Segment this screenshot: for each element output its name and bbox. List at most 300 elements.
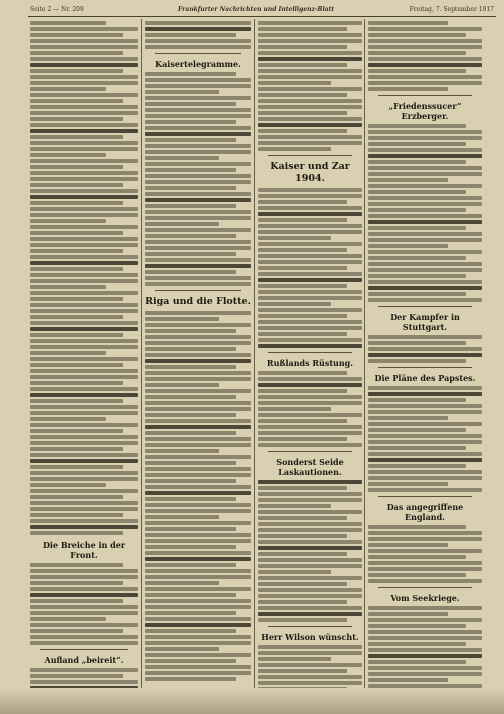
article-text xyxy=(258,371,362,447)
text-line xyxy=(145,246,251,250)
text-line xyxy=(145,84,251,88)
text-line xyxy=(30,219,106,223)
text-line xyxy=(30,411,138,415)
text-line xyxy=(30,441,138,445)
text-line xyxy=(258,200,347,204)
text-line xyxy=(258,528,362,532)
text-line xyxy=(145,132,251,136)
article-text xyxy=(368,124,482,302)
text-line xyxy=(258,290,362,294)
text-line xyxy=(368,27,482,31)
text-line xyxy=(145,521,251,525)
text-line xyxy=(258,75,362,79)
text-line xyxy=(145,629,236,633)
text-line xyxy=(368,392,482,396)
article-text xyxy=(145,72,251,286)
text-line xyxy=(368,262,482,266)
text-line xyxy=(258,206,362,210)
text-line xyxy=(30,587,138,591)
text-line xyxy=(145,72,236,76)
article-separator xyxy=(378,587,472,588)
text-line xyxy=(30,435,138,439)
text-line xyxy=(145,383,219,387)
text-line xyxy=(145,593,236,597)
text-line xyxy=(30,147,138,151)
text-line xyxy=(368,464,466,468)
text-line xyxy=(258,570,331,574)
text-line xyxy=(145,545,236,549)
text-line xyxy=(145,599,251,603)
text-line xyxy=(368,428,466,432)
text-line xyxy=(145,617,251,621)
text-line xyxy=(30,513,123,517)
text-line xyxy=(30,447,123,451)
text-line xyxy=(368,666,482,670)
text-line xyxy=(368,452,482,456)
text-line xyxy=(145,204,236,208)
text-line xyxy=(30,123,138,127)
text-line xyxy=(30,129,138,133)
text-line xyxy=(145,347,236,351)
text-line xyxy=(145,665,251,669)
text-line xyxy=(258,492,362,496)
page-bottom-edge xyxy=(0,688,504,714)
text-line xyxy=(258,425,362,429)
text-line xyxy=(30,291,138,295)
text-line xyxy=(258,81,331,85)
article-separator xyxy=(378,496,472,497)
text-line xyxy=(368,440,482,444)
text-line xyxy=(30,563,123,567)
article-headline: Die Pläne des Papstes. xyxy=(374,373,476,383)
text-line xyxy=(30,641,138,645)
text-line xyxy=(258,383,362,387)
text-line xyxy=(30,623,138,627)
article-separator xyxy=(268,451,352,452)
text-line xyxy=(258,675,362,679)
text-line xyxy=(145,264,251,268)
article-text xyxy=(258,480,362,622)
text-line xyxy=(368,274,466,278)
text-line xyxy=(30,249,123,253)
text-line xyxy=(145,611,236,615)
text-line xyxy=(368,618,482,622)
article-separator xyxy=(378,367,472,368)
text-line xyxy=(145,276,251,280)
text-line xyxy=(258,302,331,306)
text-line xyxy=(368,561,482,565)
text-line xyxy=(258,437,347,441)
text-line xyxy=(145,45,251,49)
article-headline: Kaiser und Zar 1904. xyxy=(270,161,350,184)
text-line xyxy=(30,45,138,49)
text-line xyxy=(30,297,123,301)
text-line xyxy=(368,335,482,339)
article-text xyxy=(368,21,482,91)
article-separator xyxy=(155,53,241,54)
text-line xyxy=(368,573,466,577)
text-line xyxy=(145,27,251,31)
column-4 xyxy=(368,19,482,709)
text-line xyxy=(258,419,347,423)
article-text xyxy=(30,21,138,535)
text-line xyxy=(30,471,138,475)
text-line xyxy=(30,81,138,85)
text-line xyxy=(30,105,138,109)
text-line xyxy=(30,417,106,421)
text-line xyxy=(30,153,106,157)
text-line xyxy=(258,111,347,115)
text-line xyxy=(368,268,482,272)
text-line xyxy=(145,138,236,142)
text-line xyxy=(368,446,466,450)
text-line xyxy=(258,371,347,375)
text-line xyxy=(145,311,251,315)
text-line xyxy=(30,381,123,385)
text-line xyxy=(145,653,251,657)
text-line xyxy=(368,256,466,260)
text-line xyxy=(30,465,123,469)
text-line xyxy=(258,522,362,526)
text-line xyxy=(30,453,138,457)
text-line xyxy=(30,333,123,337)
text-line xyxy=(30,243,138,247)
text-line xyxy=(30,680,138,684)
text-line xyxy=(145,419,251,423)
text-line xyxy=(30,33,123,37)
text-line xyxy=(368,398,466,402)
text-line xyxy=(30,525,138,529)
text-line xyxy=(368,488,482,492)
text-line xyxy=(145,180,251,184)
text-line xyxy=(368,654,482,658)
text-line xyxy=(30,617,106,621)
text-line xyxy=(30,75,138,79)
column-rule xyxy=(254,19,255,709)
article-text xyxy=(368,335,482,363)
text-line xyxy=(258,651,362,655)
text-line xyxy=(145,162,251,166)
text-line xyxy=(30,171,138,175)
text-line xyxy=(145,371,251,375)
text-line xyxy=(258,332,347,336)
text-line xyxy=(368,404,482,408)
text-line xyxy=(145,575,251,579)
article-headline: Herr Wilson wünscht. xyxy=(261,632,359,642)
text-line xyxy=(145,623,251,627)
text-line xyxy=(368,154,482,158)
page-number: Seite 2 — Nr. 209 xyxy=(30,6,84,13)
text-line xyxy=(258,389,347,393)
text-line xyxy=(368,531,482,535)
text-line xyxy=(145,156,219,160)
text-line xyxy=(258,105,362,109)
text-line xyxy=(30,237,138,241)
text-line xyxy=(30,477,138,481)
text-line xyxy=(368,678,448,682)
text-line xyxy=(258,594,362,598)
text-line xyxy=(30,351,106,355)
text-line xyxy=(258,296,362,300)
text-line xyxy=(258,45,347,49)
text-line xyxy=(145,90,219,94)
text-line xyxy=(30,309,138,313)
text-line xyxy=(145,270,236,274)
text-line xyxy=(258,669,347,673)
text-line xyxy=(368,470,482,474)
text-line xyxy=(258,188,362,192)
article-separator xyxy=(40,649,128,650)
masthead xyxy=(28,4,496,17)
text-line xyxy=(145,473,251,477)
text-line xyxy=(145,455,251,459)
text-line xyxy=(368,298,482,302)
text-line xyxy=(368,624,466,628)
text-line xyxy=(368,172,482,176)
text-line xyxy=(258,582,347,586)
text-line xyxy=(258,218,347,222)
article-text xyxy=(145,21,251,49)
text-line xyxy=(30,69,123,73)
text-line xyxy=(30,519,138,523)
text-line xyxy=(258,540,362,544)
text-line xyxy=(258,564,362,568)
text-line xyxy=(368,292,466,296)
text-line xyxy=(30,111,138,115)
text-line xyxy=(258,600,347,604)
text-line xyxy=(145,282,251,286)
column-3 xyxy=(258,19,362,709)
article-headline: Der Kampfer in Stuttgart. xyxy=(390,312,460,332)
text-line xyxy=(368,160,466,164)
text-line xyxy=(145,413,236,417)
text-line xyxy=(258,284,347,288)
text-line xyxy=(145,539,251,543)
text-line xyxy=(258,129,347,133)
text-line xyxy=(258,123,362,127)
text-line xyxy=(368,630,482,634)
text-line xyxy=(258,248,347,252)
text-line xyxy=(368,341,466,345)
text-line xyxy=(145,210,251,214)
text-line xyxy=(258,663,362,667)
text-line xyxy=(368,202,482,206)
text-line xyxy=(145,497,236,501)
text-line xyxy=(368,238,482,242)
text-line xyxy=(258,657,331,661)
text-line xyxy=(258,681,362,685)
article-text xyxy=(368,386,482,492)
text-line xyxy=(145,389,251,393)
text-line xyxy=(30,273,138,277)
text-line xyxy=(368,148,482,152)
text-line xyxy=(258,93,347,97)
text-line xyxy=(368,422,482,426)
text-line xyxy=(145,359,251,363)
text-line xyxy=(368,359,466,363)
text-line xyxy=(258,272,362,276)
text-line xyxy=(30,207,138,211)
text-line xyxy=(368,660,466,664)
text-line xyxy=(368,612,448,616)
text-line xyxy=(368,543,448,547)
text-line xyxy=(30,593,138,597)
text-line xyxy=(145,605,251,609)
text-line xyxy=(368,636,482,640)
newspaper-title: Frankfurter Nachrichten und Intelligenz-Blatt xyxy=(178,6,335,13)
text-line xyxy=(145,659,236,663)
text-line xyxy=(145,335,251,339)
text-line xyxy=(258,266,347,270)
text-line xyxy=(145,515,219,519)
text-line xyxy=(145,228,251,232)
text-line xyxy=(368,142,466,146)
text-line xyxy=(145,671,251,675)
text-line xyxy=(258,534,347,538)
text-line xyxy=(30,87,106,91)
text-line xyxy=(145,120,236,124)
text-line xyxy=(145,527,236,531)
text-line xyxy=(30,599,123,603)
text-line xyxy=(30,489,138,493)
column-rule xyxy=(364,19,365,709)
text-line xyxy=(30,387,138,391)
text-line xyxy=(145,641,251,645)
text-line xyxy=(368,39,482,43)
text-line xyxy=(145,581,219,585)
text-line xyxy=(368,21,448,25)
text-line xyxy=(368,33,466,37)
text-line xyxy=(145,509,251,513)
text-line xyxy=(30,63,138,67)
text-line xyxy=(30,668,138,672)
text-line xyxy=(145,635,251,639)
text-line xyxy=(145,401,251,405)
text-line xyxy=(258,377,362,381)
text-line xyxy=(368,386,482,390)
article-headline: „Friedenssucer“ Erzberger. xyxy=(388,101,462,121)
text-line xyxy=(145,557,251,561)
article-text xyxy=(30,563,138,645)
text-line xyxy=(368,166,482,170)
text-line xyxy=(30,357,138,361)
text-line xyxy=(258,320,362,324)
text-line xyxy=(30,363,123,367)
article-separator xyxy=(268,626,352,627)
article-headline: Rußlands Rüstung. xyxy=(266,358,354,368)
text-line xyxy=(258,546,362,550)
text-line xyxy=(145,431,236,435)
text-line xyxy=(145,144,251,148)
text-line xyxy=(30,39,138,43)
column-rule xyxy=(141,19,142,709)
text-line xyxy=(368,208,466,212)
text-line xyxy=(258,552,347,556)
text-line xyxy=(258,254,362,258)
text-line xyxy=(30,117,123,121)
text-line xyxy=(30,611,138,615)
article-text xyxy=(145,311,251,681)
article-separator xyxy=(378,306,472,307)
text-line xyxy=(30,267,123,271)
text-line xyxy=(30,507,138,511)
article-separator xyxy=(378,95,472,96)
text-line xyxy=(145,186,236,190)
text-line xyxy=(145,317,219,321)
text-line xyxy=(30,635,138,639)
issue-date: Freitag, 7. September 1917 xyxy=(409,6,494,13)
text-line xyxy=(258,212,362,216)
text-line xyxy=(258,57,362,61)
text-line xyxy=(368,537,482,541)
text-line xyxy=(368,606,482,610)
text-line xyxy=(145,479,236,483)
text-line xyxy=(258,588,362,592)
text-line xyxy=(258,51,362,55)
text-line xyxy=(30,141,138,145)
text-line xyxy=(258,27,347,31)
text-line xyxy=(145,174,251,178)
text-line xyxy=(30,93,138,97)
text-line xyxy=(145,258,251,262)
text-line xyxy=(258,278,362,282)
text-line xyxy=(145,39,251,43)
text-line xyxy=(30,423,138,427)
text-line xyxy=(30,629,123,633)
text-line xyxy=(368,549,482,553)
text-line xyxy=(145,341,251,345)
text-line xyxy=(368,57,482,61)
text-line xyxy=(368,347,482,351)
text-line xyxy=(368,286,482,290)
article-separator xyxy=(268,352,352,353)
text-line xyxy=(145,240,251,244)
text-line xyxy=(145,168,236,172)
text-line xyxy=(145,21,251,25)
text-line xyxy=(258,33,362,37)
text-line xyxy=(368,63,482,67)
article-headline: Sonderst Seide Laskautionen. xyxy=(276,457,344,477)
text-line xyxy=(30,21,106,25)
text-line xyxy=(368,220,482,224)
text-line xyxy=(368,642,466,646)
text-line xyxy=(145,234,236,238)
text-line xyxy=(145,126,251,130)
text-line xyxy=(258,141,362,145)
text-line xyxy=(145,216,251,220)
text-line xyxy=(258,224,362,228)
text-line xyxy=(258,99,362,103)
text-line xyxy=(258,606,362,610)
article-headline: Kaisertelegramme. xyxy=(155,59,241,69)
text-line xyxy=(30,429,123,433)
text-line xyxy=(30,581,123,585)
text-line xyxy=(368,196,482,200)
article-text xyxy=(368,525,482,583)
text-line xyxy=(368,244,448,248)
text-line xyxy=(368,124,466,128)
text-line xyxy=(30,327,138,331)
text-line xyxy=(145,677,236,681)
text-line xyxy=(368,184,482,188)
text-line xyxy=(368,87,448,91)
article-headline: Vom Seekriege. xyxy=(390,593,460,603)
text-line xyxy=(258,135,362,139)
text-line xyxy=(258,498,362,502)
text-line xyxy=(145,437,251,441)
text-line xyxy=(258,147,331,151)
text-line xyxy=(145,491,251,495)
